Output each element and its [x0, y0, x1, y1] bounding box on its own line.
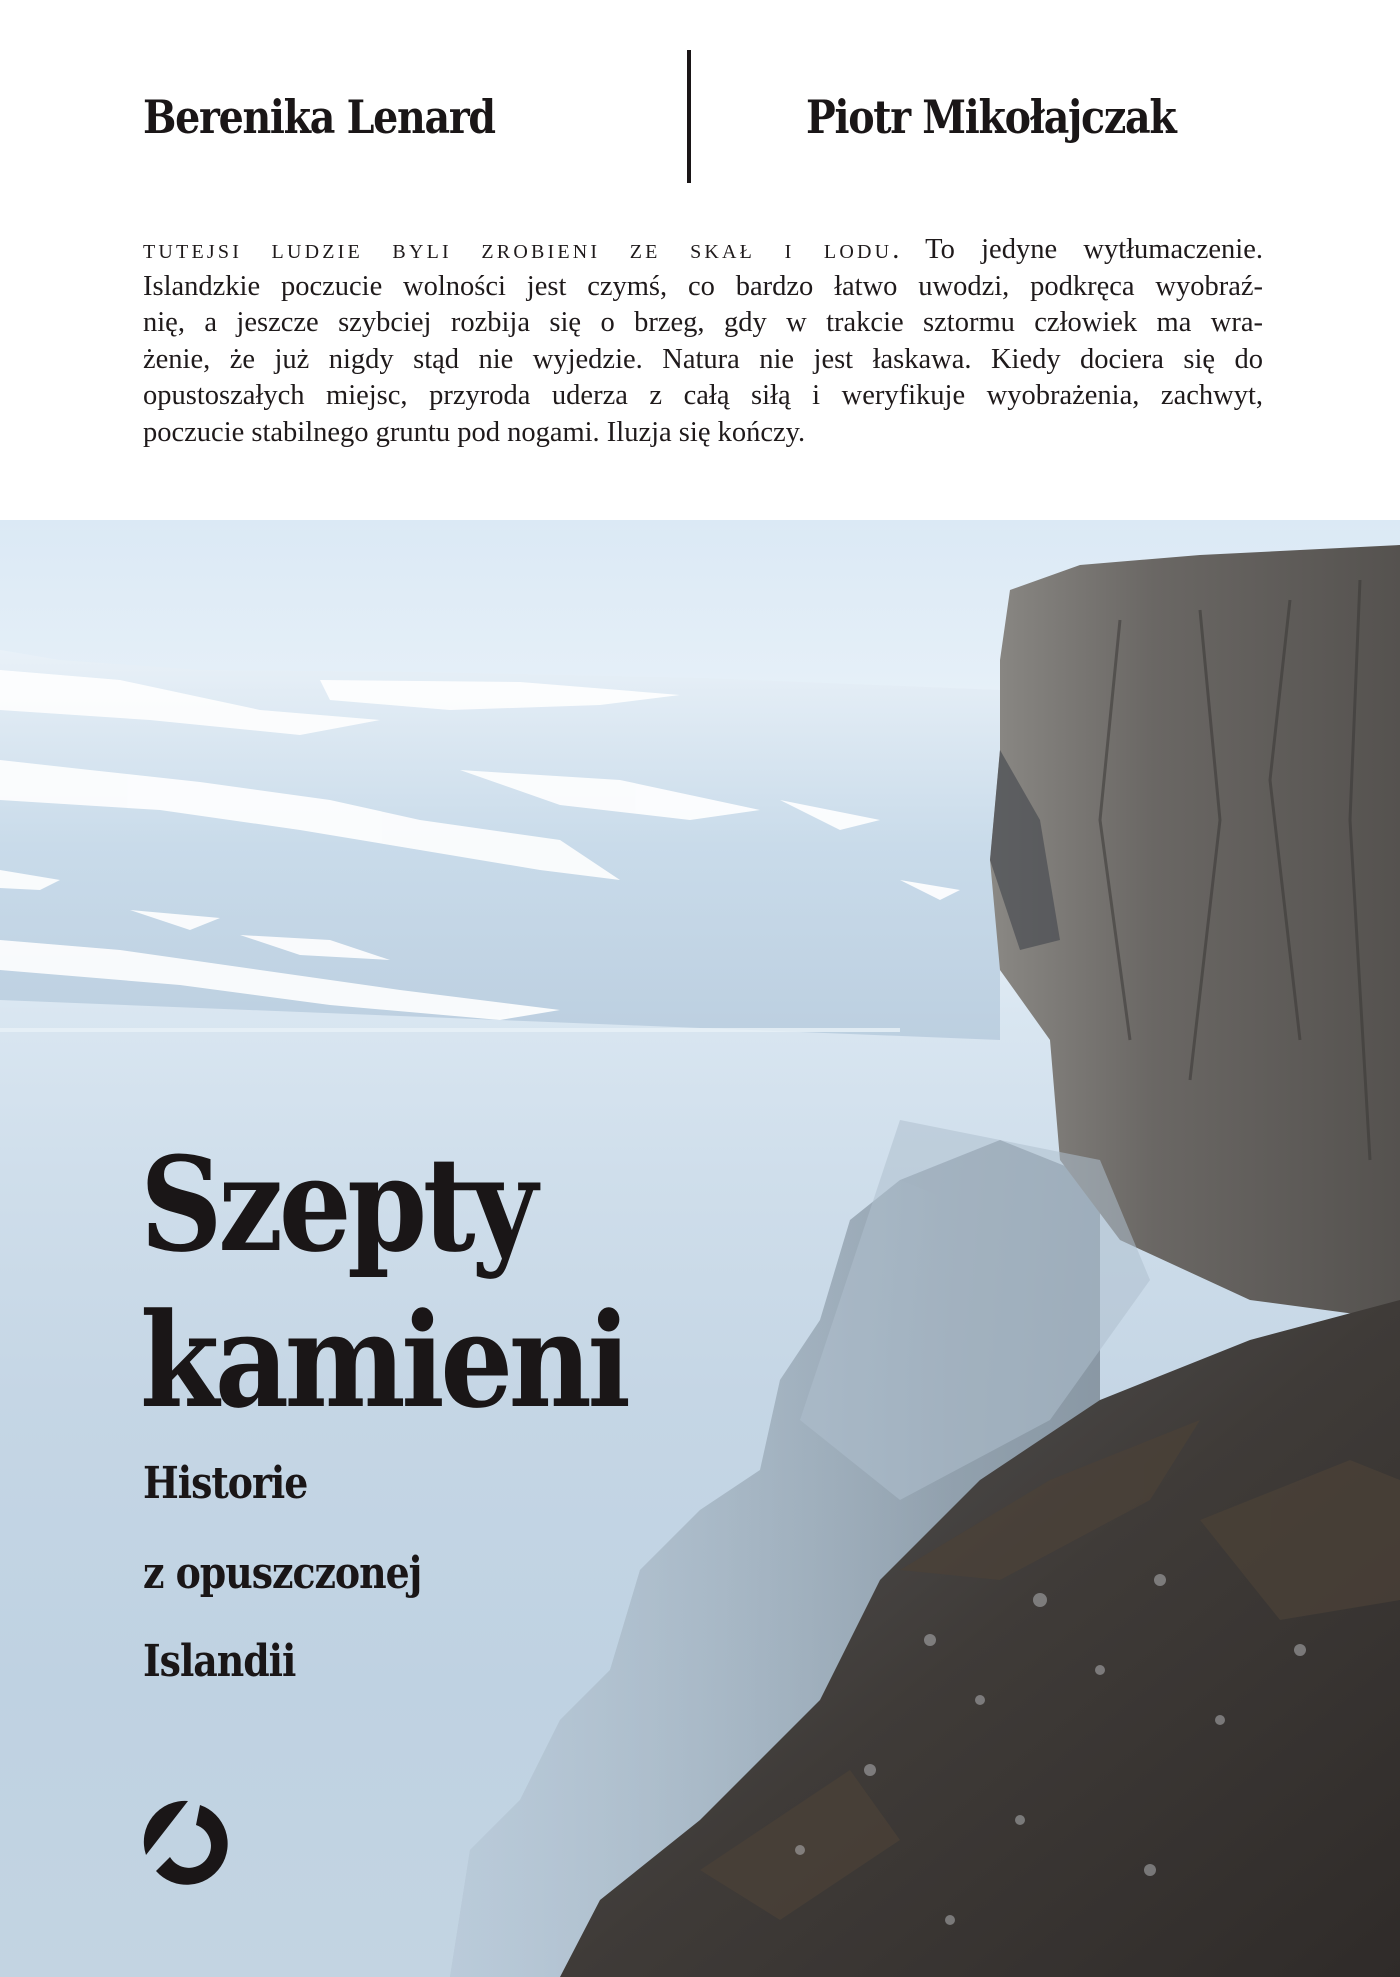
- book-subtitle-line: z opuszczonej: [143, 1548, 422, 1599]
- blurb-lead-small-caps: tutejsi ludzie byli zrobieni ze skał i lodu: [143, 234, 893, 265]
- author-name: Piotr Mikołajczak: [806, 90, 1176, 144]
- author-divider: [687, 50, 691, 183]
- cover-blurb: [143, 232, 1263, 452]
- blurb-line: tutejsi ludzie byli zrobieni ze skał i lodu. To jedyne wytłumaczenie.: [143, 234, 1263, 265]
- book-title-line: Szepty: [140, 1128, 534, 1281]
- cover-header: [0, 0, 1400, 520]
- blurb-line: żenie, że już nigdy stąd nie wyjedzie. Natura nie jest łaskawa. Kiedy dociera się do: [143, 343, 1263, 375]
- author-name: Berenika Lenard: [143, 90, 495, 144]
- blurb-line: opustoszałych miejsc, przyroda uderza z całą siłą i weryfikuje wyobrażenia, zachwyt,: [143, 380, 1263, 412]
- blurb-line: poczucie stabilnego gruntu pod nogami. Iluzja się kończy.: [143, 416, 806, 448]
- publisher-logo-icon: [140, 1797, 230, 1887]
- book-subtitle-line: Islandii: [143, 1636, 296, 1687]
- blurb-line: Islandzkie poczucie wolności jest czymś, co bardzo łatwo uwodzi, podkręca wyobraź-: [143, 270, 1263, 302]
- book-subtitle-line: Historie: [143, 1458, 308, 1509]
- book-title-line: kamieni: [140, 1284, 627, 1437]
- blurb-line: nię, a jeszcze szybciej rozbija się o brzeg, gdy w trakcie sztormu człowiek ma wra-: [143, 307, 1263, 339]
